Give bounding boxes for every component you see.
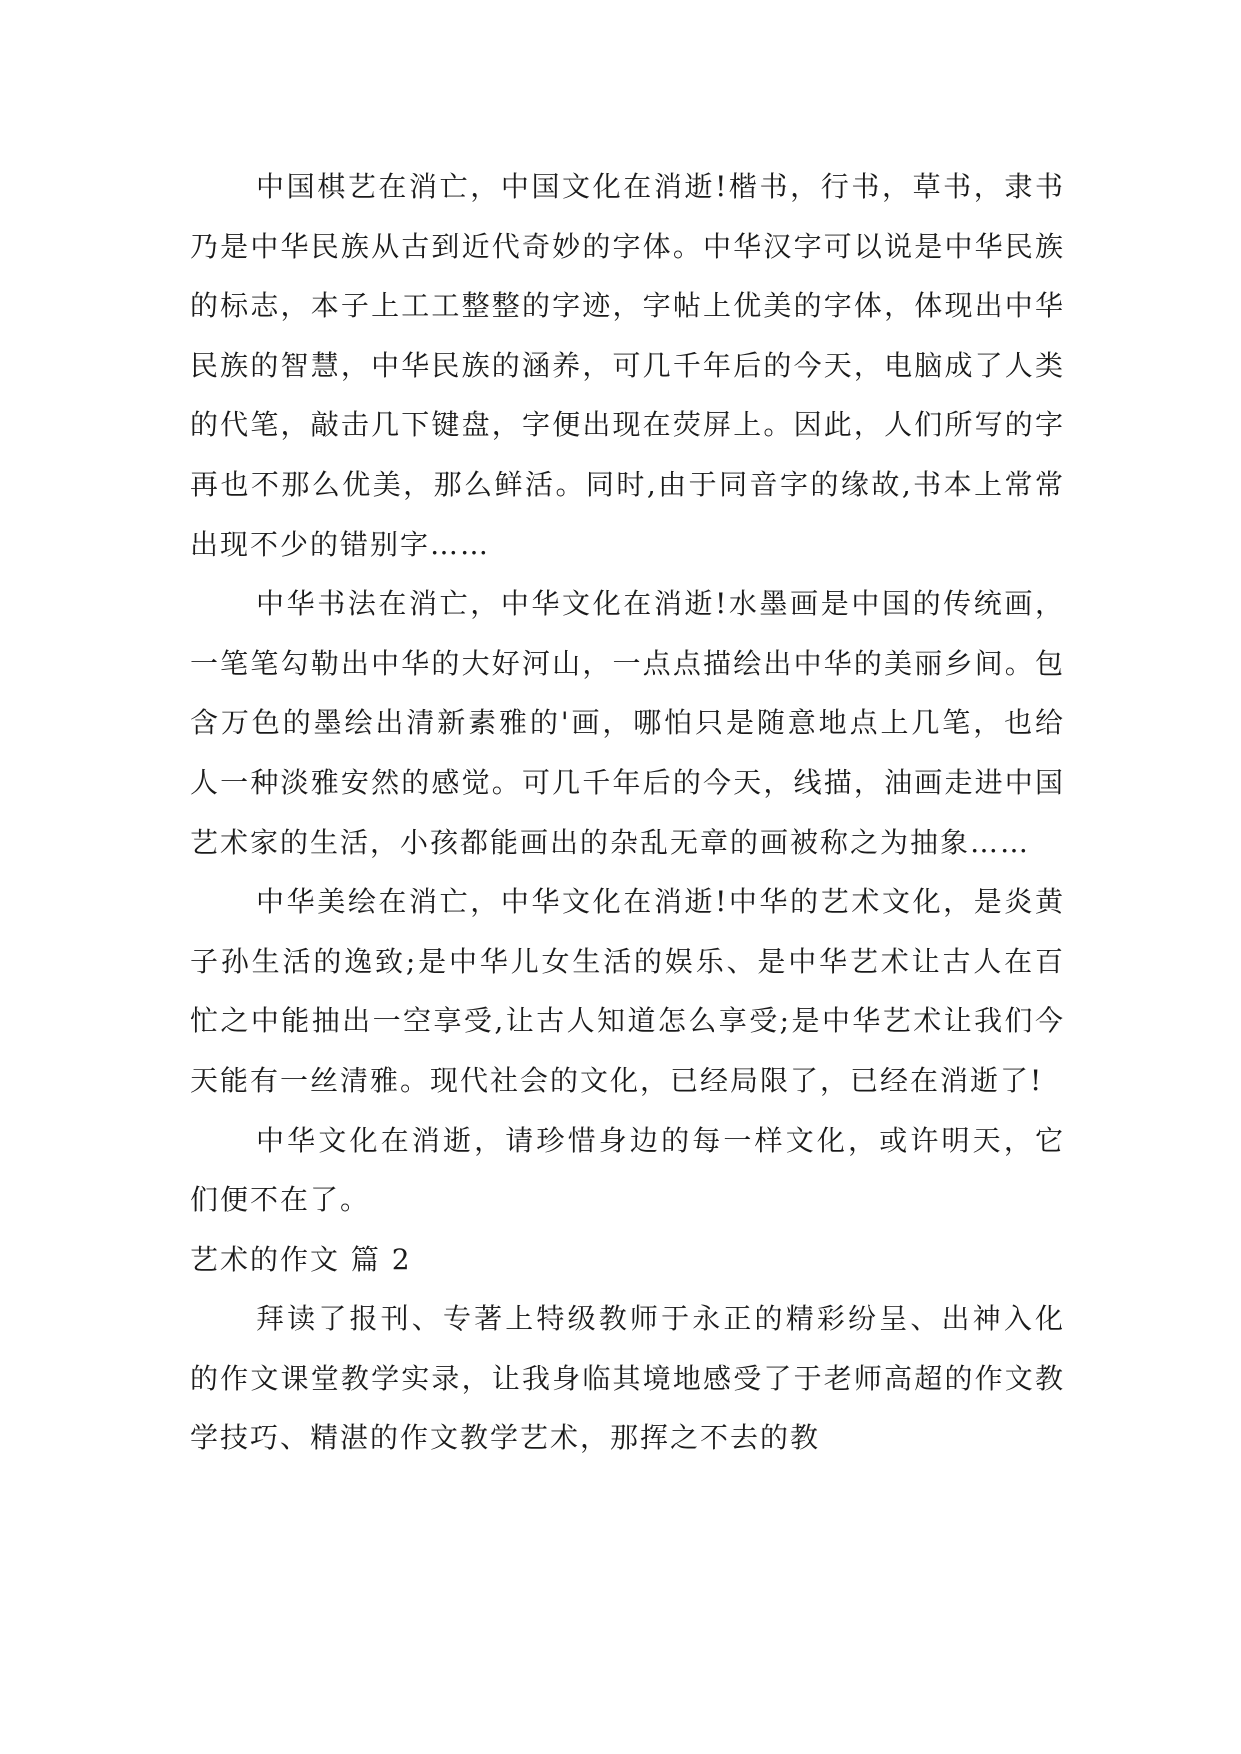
paragraph-ink-painting: 中华书法在消亡，中华文化在消逝!水墨画是中国的传统画，一笔笔勾勒出中华的大好河山，一点点描绘出中华的美丽乡间。包含万色的墨绘出清新素雅的'画，哪怕只是随意地点上几笔，也给人一种淡雅安然的感觉。可几千年后的今天，线描，油画走进中国艺术家的生活，小孩都能画出的杂乱无章的画被称之为抽象…… [190, 587, 1065, 859]
paragraph-art-culture: 中华美绘在消亡，中华文化在消逝!中华的艺术文化，是炎黄子孙生活的逸致;是中华儿女生活的娱乐、是中华艺术让古人在百忙之中能抽出一空享受,让古人知道怎么享受;是中华艺术让我们今天能有一丝清雅。现代社会的文化，已经局限了，已经在消逝了! [190, 885, 1065, 1097]
paragraph-essay-2-intro: 拜读了报刊、专著上特级教师于永正的精彩纷呈、出神入化的作文课堂教学实录，让我身临其境地感受了于老师高超的作文教学技巧、精湛的作文教学艺术，那挥之不去的教 [190, 1302, 1065, 1455]
paragraph-conclusion: 中华文化在消逝，请珍惜身边的每一样文化，或许明天，它们便不在了。 [190, 1123, 1065, 1217]
paragraph-calligraphy: 中国棋艺在消亡，中国文化在消逝!楷书，行书，草书，隶书乃是中华民族从古到近代奇妙的字体。中华汉字可以说是中华民族的标志，本子上工工整整的字迹，字帖上优美的字体，体现出中华民族的智慧，中华民族的涵养，可几千年后的今天，电脑成了人类的代笔，敲击几下键盘，字便出现在荧屏上。因此，人们所写的字再也不那么优美，那么鲜活。同时,由于同音字的缘故,书本上常常出现不少的错别字…… [190, 170, 1065, 561]
document-page [190, 157, 1065, 1468]
section-heading: 艺术的作文 篇 2 [190, 1242, 412, 1276]
